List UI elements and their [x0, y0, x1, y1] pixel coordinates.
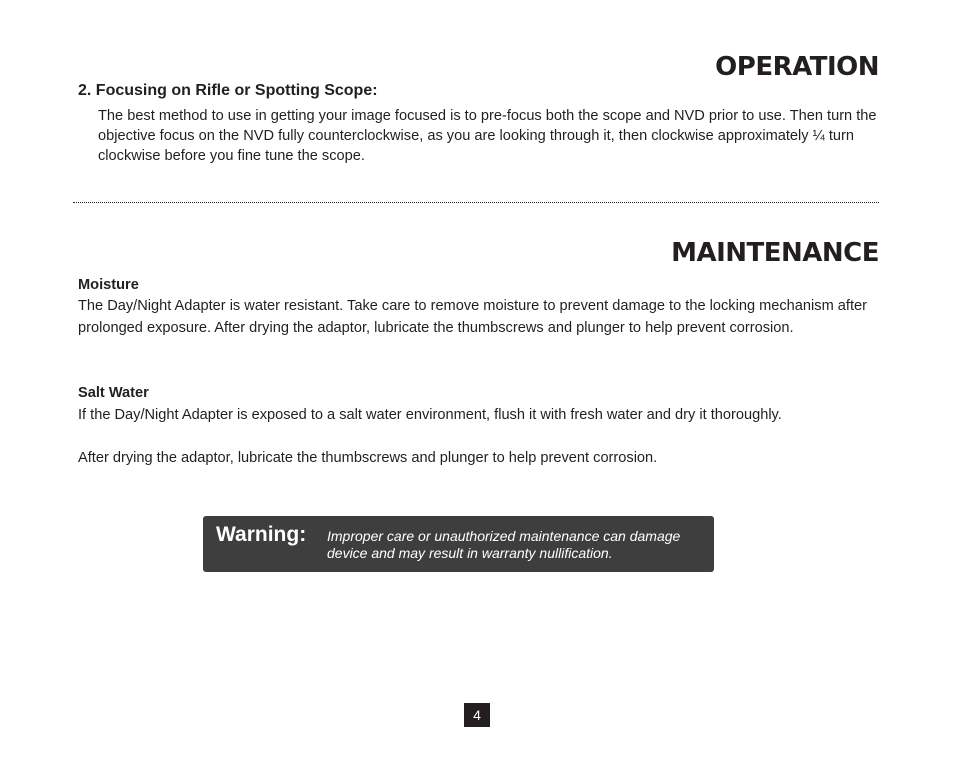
- salt-water-paragraph: If the Day/Night Adapter is exposed to a salt water environment, flush it with fresh water and dry it thoroughly.: [78, 407, 782, 423]
- moisture-label: Moisture: [78, 277, 139, 293]
- focusing-paragraph: The best method to use in getting your image focused is to pre-focus both the scope and NVD prior to use. Then turn the objective focus on the NVD fully counterclockwise, as you are looking through it, then clockwise approximately ¼ turn clockwise before you fine tune the scope.: [98, 108, 877, 164]
- maintenance-heading: MAINTENANCE: [671, 238, 879, 268]
- warning-box: [203, 516, 714, 572]
- warning-text: Improper care or unauthorized maintenance can damage device and may result in warranty nullification.: [327, 528, 681, 561]
- page-number: 4: [464, 703, 490, 727]
- focusing-subheading: 2. Focusing on Rifle or Spotting Scope:: [78, 82, 378, 99]
- after-drying-paragraph: After drying the adaptor, lubricate the thumbscrews and plunger to help prevent corrosion.: [78, 450, 658, 466]
- moisture-paragraph: The Day/Night Adapter is water resistant. Take care to remove moisture to prevent damage to the locking mechanism after prolonged exposure. After drying the adaptor, lubricate the thumbscrews and plunger to help prevent corrosion.: [78, 298, 867, 336]
- section-divider: [73, 202, 879, 203]
- warning-label: Warning:: [216, 523, 307, 546]
- operation-heading: OPERATION: [715, 52, 879, 82]
- salt-water-label: Salt Water: [78, 385, 149, 401]
